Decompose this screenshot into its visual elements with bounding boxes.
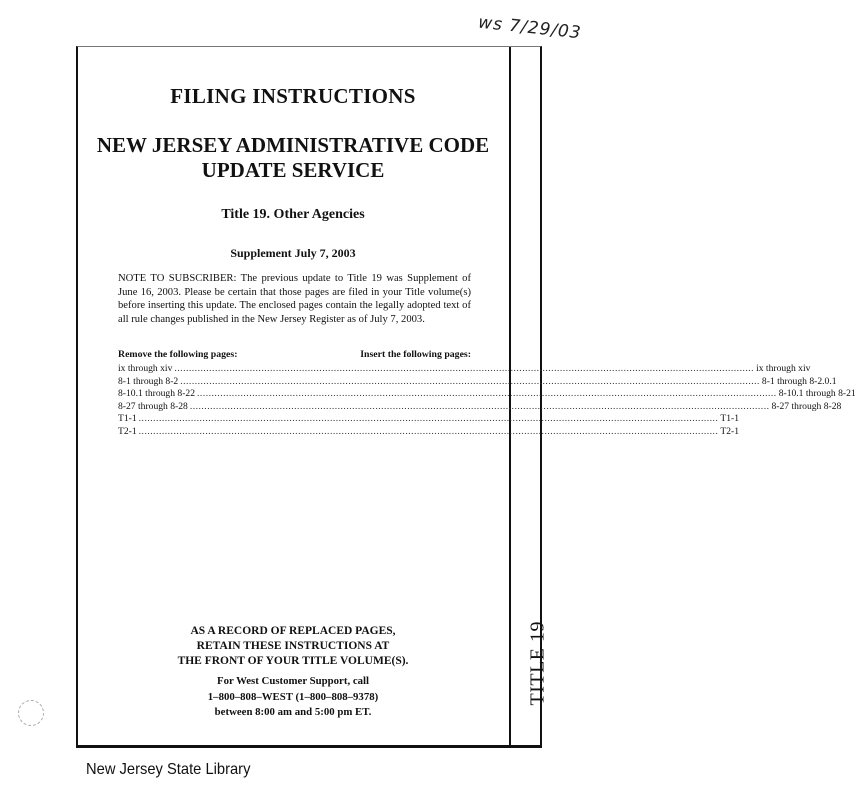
record-instructions [76, 624, 510, 669]
insert-header: Insert the following pages: [360, 349, 471, 360]
insert-pages: T2-1 [720, 425, 739, 437]
remove-pages: 8-1 through 8-2 [118, 375, 179, 387]
insert-pages: ix through xiv [756, 363, 811, 374]
insert-pages: T1-1 [720, 413, 739, 425]
pages-table [118, 349, 856, 439]
record-line: RETAIN THESE INSTRUCTIONS AT [196, 640, 390, 652]
table-header [118, 349, 471, 363]
table-row [118, 363, 811, 376]
page-title: FILING INSTRUCTIONS [170, 84, 416, 108]
code-title-line: NEW JERSEY ADMINISTRATIVE CODE [96, 133, 490, 157]
leader-dots: ........................................................................................................................................................................................................ [197, 388, 777, 400]
table-row [118, 388, 856, 401]
support-line: between 8:00 am and 5:00 pm ET. [214, 706, 372, 718]
punch-hole [18, 700, 44, 726]
support-line: 1–800–808–WEST (1–800–808–9378) [207, 690, 379, 703]
leader-dots: ........................................................................................................................................................................................................ [138, 425, 719, 437]
table-row [118, 413, 739, 426]
leader-dots: ........................................................................................................................................................................................................ [189, 400, 770, 412]
table-row [118, 425, 739, 439]
insert-pages: 8-27 through 8-28 [771, 400, 842, 412]
insert-pages: 8-10.1 through 8-21 [778, 388, 856, 400]
code-title-line: UPDATE SERVICE [201, 158, 385, 182]
remove-header: Remove the following pages: [118, 349, 238, 360]
customer-support [76, 674, 510, 721]
subtitle: Title 19. Other Agencies [221, 207, 365, 222]
handwritten-note: ws 7/29/03 [477, 12, 583, 44]
subscriber-note: NOTE TO SUBSCRIBER: The previous update to Title 19 was Supplement of June 16, 2003. Please be certain that those pages are filed in your Title volume(s) before inserting this update. The enclosed pages contain the legally adopted text of all rule changes published in the New Jersey Register as of July 7, 2003. [118, 273, 471, 325]
leader-dots: ........................................................................................................................................................................................................ [138, 413, 719, 425]
remove-pages: T2-1 [118, 425, 137, 437]
record-line: THE FRONT OF YOUR TITLE VOLUME(S). [177, 655, 409, 667]
leader-dots: ........................................................................................................................................................................................................ [180, 375, 760, 387]
remove-pages: 8-27 through 8-28 [118, 400, 188, 412]
remove-pages: ix through xiv [118, 363, 173, 374]
remove-pages: T1-1 [118, 413, 137, 425]
support-line: For West Customer Support, call [216, 675, 370, 687]
supplement-date: Supplement July 7, 2003 [230, 246, 356, 260]
table-row [118, 375, 837, 389]
leader-dots: ........................................................................................................................................................................................................ [174, 363, 755, 374]
remove-pages: 8-10.1 through 8-22 [118, 388, 196, 400]
code-title [76, 133, 510, 183]
library-stamp: New Jersey State Library [86, 761, 251, 778]
record-line: AS A RECORD OF REPLACED PAGES, [190, 625, 396, 637]
insert-pages: 8-1 through 8-2.0.1 [761, 375, 837, 387]
side-tab-label: TITLE 19 [526, 620, 549, 706]
table-row [118, 400, 842, 414]
